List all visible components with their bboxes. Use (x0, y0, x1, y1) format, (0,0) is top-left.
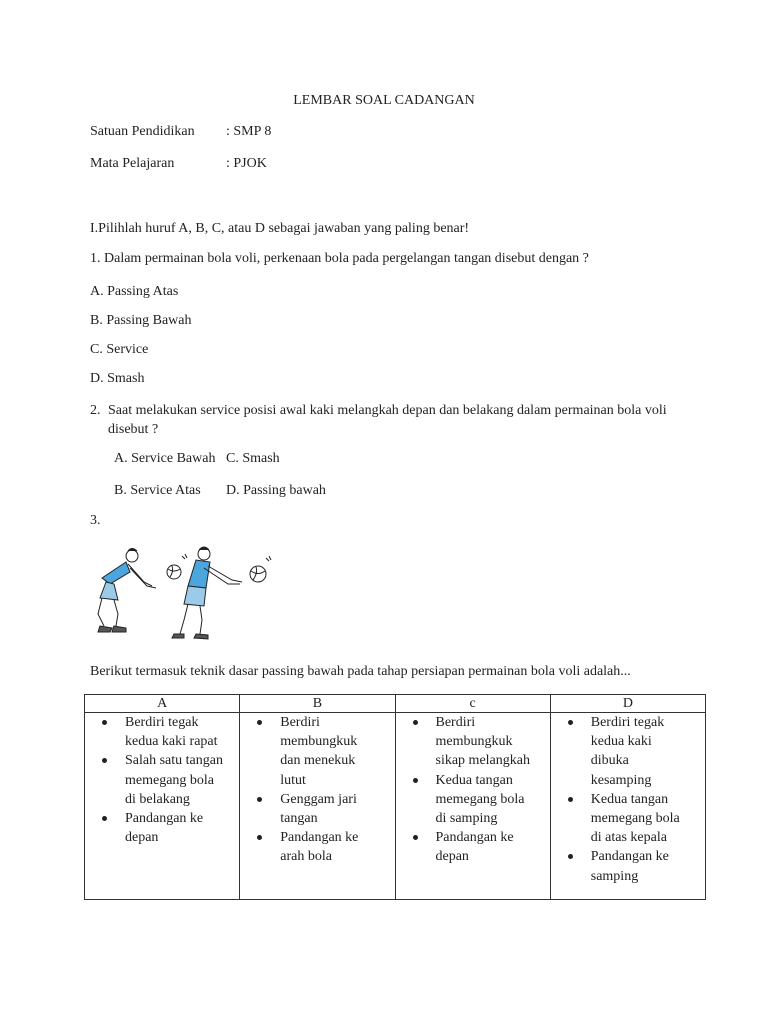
list-item: Berdiri membungkuk dan menekuk lutut (280, 713, 394, 790)
q2-line-2: disebut ? (108, 422, 159, 437)
ball-right (250, 556, 271, 582)
header-c: c (395, 695, 550, 713)
header-a: A (85, 695, 240, 713)
column-c-cell (395, 713, 550, 900)
page-title: LEMBAR SOAL CADANGAN (293, 93, 475, 108)
question-3: Berikut termasuk teknik dasar passing bawah pada tahap persiapan permainan bola voli adalah... (90, 664, 631, 679)
header-d: D (550, 695, 705, 713)
question-1: 1. Dalam permainan bola voli, perkenaan bola pada pergelangan tangan disebut dengan ? (90, 251, 589, 266)
school-value: : SMP 8 (226, 124, 272, 139)
school-label: Satuan Pendidikan (90, 124, 195, 139)
list-item: Kedua tangan memegang bola di samping (436, 771, 550, 829)
q2-option-c: C. Smash (226, 451, 280, 466)
subject-label: Mata Pelajaran (90, 156, 175, 171)
list-item: Pandangan ke arah bola (280, 828, 394, 866)
q1-option-c: C. Service (90, 342, 149, 357)
q2-number: 2. (90, 403, 101, 418)
q1-option-d: D. Smash (90, 371, 145, 386)
q2-option-b: B. Service Atas (114, 483, 201, 498)
column-d-cell (550, 713, 705, 900)
header-b: B (240, 695, 395, 713)
q2-option-a: A. Service Bawah (114, 451, 216, 466)
q3-number: 3. (90, 513, 101, 528)
list-item: Salah satu tangan memegang bola di belakang (125, 751, 239, 809)
column-b-cell (240, 713, 395, 900)
player-right (172, 547, 242, 639)
q2-option-d: D. Passing bawah (226, 483, 326, 498)
list-item: Pandangan ke depan (125, 809, 239, 847)
ball-left (167, 554, 187, 579)
list-item: Genggam jari tangan (280, 790, 394, 828)
table-header-row (85, 695, 706, 713)
list-item: Berdiri tegak kedua kaki rapat (125, 713, 239, 751)
q1-option-b: B. Passing Bawah (90, 313, 192, 328)
table-row (85, 713, 706, 900)
list-item: Pandangan ke depan (436, 828, 550, 866)
list-item: Berdiri membungkuk sikap melangkah (436, 713, 550, 771)
list-item: Berdiri tegak kedua kaki dibuka kesamping (591, 713, 705, 790)
q1-option-a: A. Passing Atas (90, 284, 179, 299)
list-item: Pandangan ke samping (591, 847, 705, 885)
question-2 (90, 401, 680, 439)
player-left (98, 549, 156, 633)
answer-table (84, 694, 706, 900)
instruction: I.Pilihlah huruf A, B, C, atau D sebagai jawaban yang paling benar! (90, 221, 470, 236)
volleyball-passing-illustration (92, 542, 277, 642)
q2-line-1: Saat melakukan service posisi awal kaki melangkah depan dan belakang dalam permainan bola voli (108, 403, 667, 418)
list-item: Kedua tangan memegang bola di atas kepala (591, 790, 705, 848)
column-a-cell (85, 713, 240, 900)
subject-value: : PJOK (226, 156, 267, 171)
